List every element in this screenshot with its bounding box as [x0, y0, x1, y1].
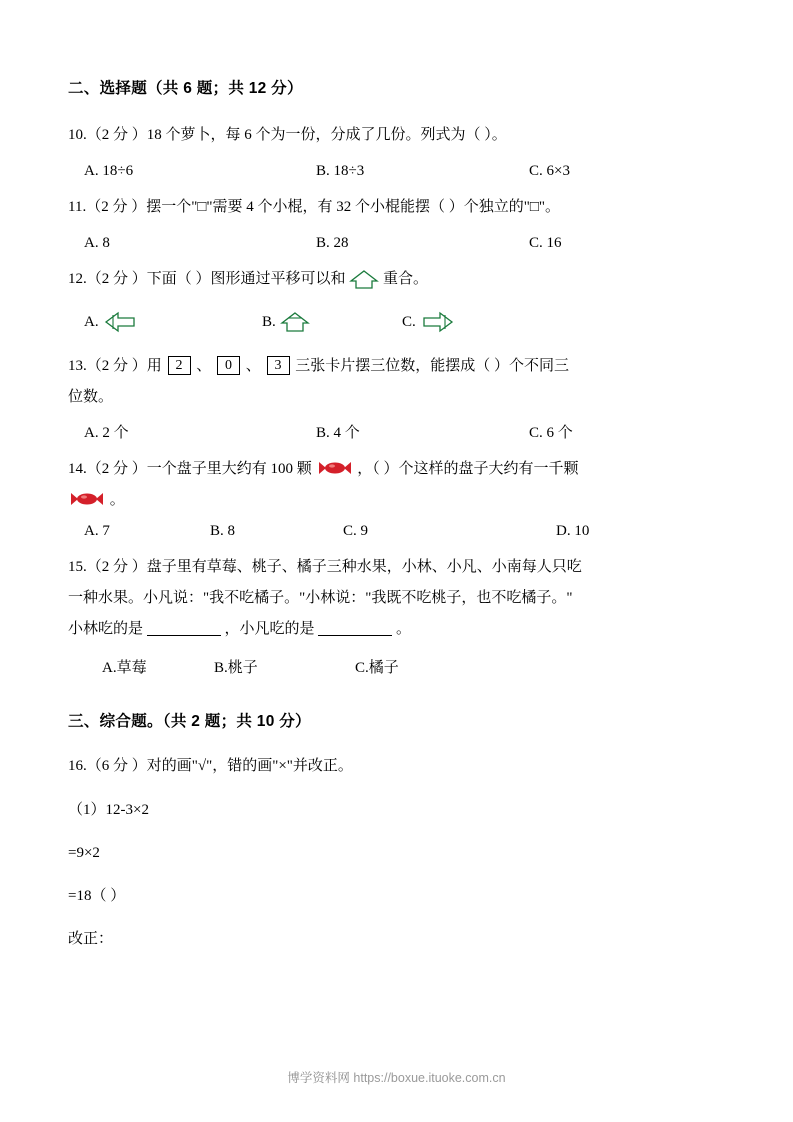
- option-13-a[interactable]: A. 2 个: [84, 425, 129, 441]
- option-15-a[interactable]: A.草莓: [102, 660, 147, 676]
- footer-site-url[interactable]: https://boxue.ituoke.com.cn: [353, 1071, 506, 1085]
- arrow-right-pentagon-icon: [420, 322, 456, 338]
- answer-blank-xiaofan[interactable]: [318, 635, 392, 636]
- option-14-c[interactable]: C. 9: [343, 523, 369, 539]
- arrow-up-pentagon-icon-b: [280, 322, 310, 338]
- candy-icon: [318, 457, 352, 473]
- option-11-a[interactable]: A. 8: [84, 235, 110, 251]
- page-content: [68, 76, 728, 955]
- question-15-line3-part1: 小林吃的是: [68, 621, 144, 637]
- option-11-b[interactable]: B. 28: [316, 235, 349, 251]
- question-16-stem: 16.（6 分 ）对的画"√"，错的画"×"并改正。: [68, 758, 353, 774]
- option-12-b-label: B.: [262, 314, 276, 330]
- option-10-c[interactable]: C. 6×3: [529, 163, 570, 179]
- question-11-stem: 11.（2 分 ）摆一个"□"需要 4 个小棍，有 32 个小棍能摆（ ）个独立的"□"。: [68, 199, 561, 215]
- option-13-c[interactable]: C. 6 个: [529, 425, 573, 441]
- question-10-stem: 10.（2 分 ）18 个萝卜，每 6 个为一份，分成了几份。列式为（ ）。: [68, 127, 507, 143]
- question-12-stem: [68, 264, 728, 301]
- arrow-up-pentagon-icon: [349, 268, 379, 301]
- question-16-line-4: 改正：: [68, 931, 114, 947]
- question-15-line2: 一种水果。小凡说："我不吃橘子。"小林说："我既不吃桃子，也不吃橘子。": [68, 590, 573, 606]
- answer-blank-xiaolin[interactable]: [147, 635, 221, 636]
- question-14-stem-part1: 14.（2 分 ）一个盘子里大约有 100 颗: [68, 461, 312, 477]
- option-10-b[interactable]: B. 18÷3: [316, 163, 365, 179]
- question-15-line3-part3: 。: [396, 621, 412, 637]
- question-10-options: [68, 156, 728, 186]
- arrow-left-pentagon-icon: [102, 322, 138, 338]
- question-13-stem-part2: 三张卡片摆三位数，能摆成（ ）个不同三: [295, 358, 570, 374]
- option-14-b[interactable]: B. 8: [210, 523, 236, 539]
- option-14-d[interactable]: D. 10: [556, 523, 590, 539]
- question-13-stem-part1: 13.（2 分 ）用: [68, 358, 162, 374]
- option-12-c[interactable]: [402, 307, 456, 345]
- question-12-options: [68, 307, 728, 345]
- question-12-stem-after: 重合。: [383, 271, 429, 287]
- question-14-stem-part2: ，（ ）个这样的盘子大约有一千颗: [357, 461, 579, 477]
- question-14-stem-cont: [68, 485, 728, 516]
- option-15-b[interactable]: B.桃子: [214, 660, 258, 676]
- number-card-0: 0: [217, 356, 240, 375]
- candy-icon-2: [70, 488, 104, 504]
- option-12-a[interactable]: [84, 307, 262, 345]
- question-16-line-2: =9×2: [68, 845, 100, 861]
- question-14-stem: [68, 454, 728, 485]
- option-12-c-label: C.: [402, 314, 416, 330]
- number-card-2: 2: [168, 356, 191, 375]
- option-14-a[interactable]: A. 7: [84, 523, 110, 539]
- option-12-a-label: A.: [84, 314, 99, 330]
- question-15-line3-part2: ，小凡吃的是: [224, 621, 315, 637]
- question-14-options: [68, 516, 728, 546]
- question-11-options: [68, 228, 728, 258]
- option-11-c[interactable]: C. 16: [529, 235, 562, 251]
- question-13-stem-cont: 位数。: [68, 389, 114, 405]
- question-13-stem: [68, 351, 728, 382]
- footer: [0, 1068, 793, 1086]
- option-13-b[interactable]: B. 4 个: [316, 425, 360, 441]
- question-14-stem-part3: 。: [109, 492, 125, 508]
- question-12-stem-before: 12.（2 分 ）下面（ ）图形通过平移可以和: [68, 271, 346, 287]
- option-10-a[interactable]: A. 18÷6: [84, 163, 134, 179]
- question-15-line3: [68, 614, 728, 645]
- question-16-line-1: （1）12-3×2: [68, 802, 149, 818]
- option-12-b[interactable]: [262, 307, 402, 345]
- question-13-options: [68, 418, 728, 448]
- option-15-c[interactable]: C.橘子: [355, 660, 399, 676]
- number-card-3: 3: [267, 356, 290, 375]
- question-15-line1: 15.（2 分 ）盘子里有草莓、桃子、橘子三种水果，小林、小凡、小南每人只吃: [68, 559, 582, 575]
- question-16-line-3: =18（ ）: [68, 888, 126, 904]
- section-title-comprehensive: 三、综合题。（共 2 题；共 10 分）: [68, 713, 311, 730]
- question-15-options: [68, 653, 728, 683]
- section-title-choice: 二、选择题（共 6 题；共 12 分）: [68, 80, 303, 97]
- question-13-sep2: 、: [245, 358, 261, 374]
- question-13-sep1: 、: [196, 358, 212, 374]
- footer-brand: 博学资料网: [287, 1071, 350, 1085]
